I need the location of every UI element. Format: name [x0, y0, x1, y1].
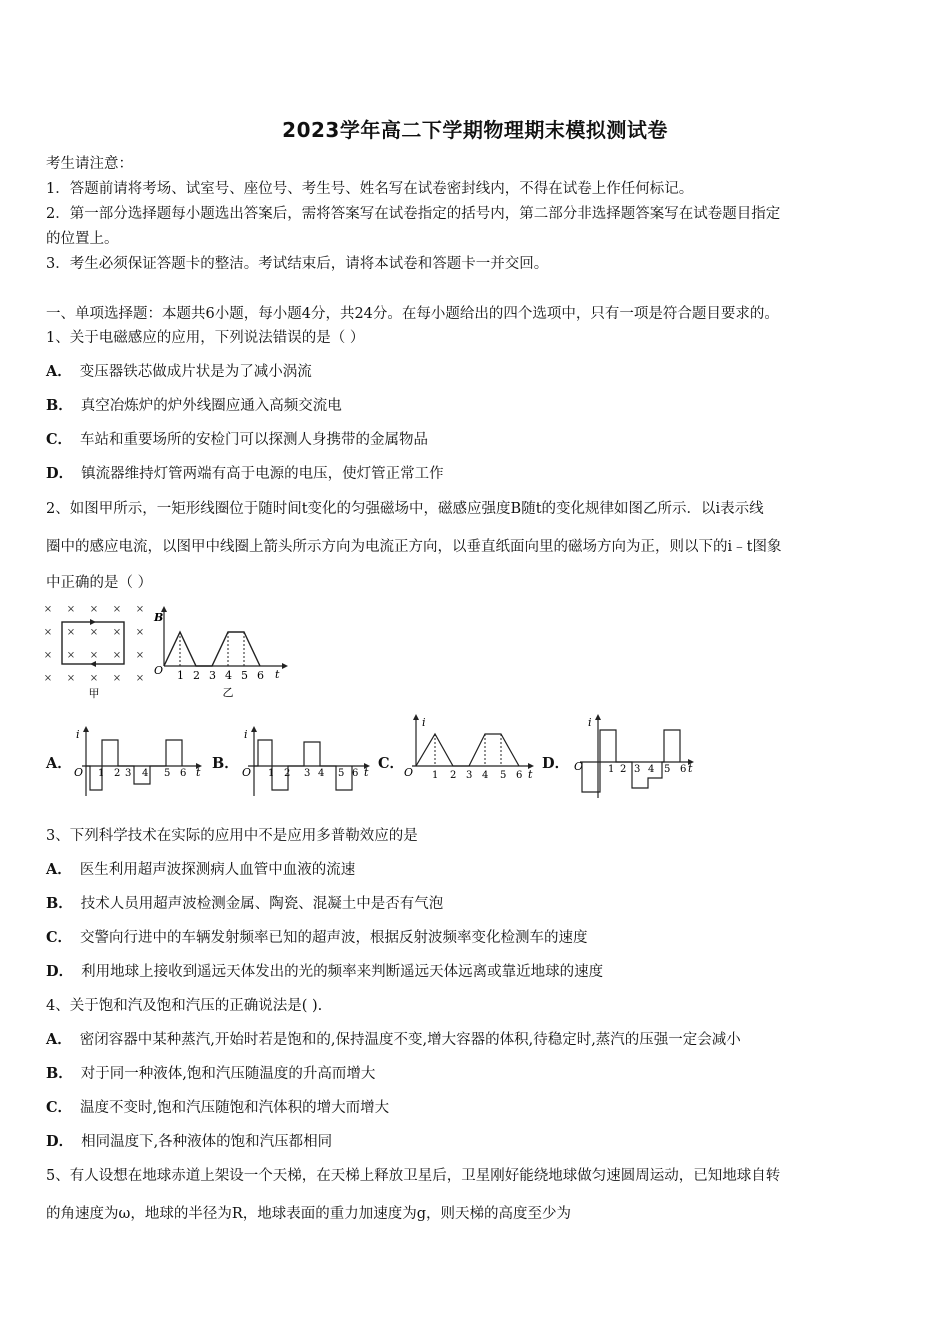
question-3-stem: 3、下列科学技术在实际的应用中不是应用多普勒效应的是 [46, 828, 418, 844]
question-4-option-c [46, 1096, 389, 1117]
tick-5: 5 [664, 764, 671, 775]
question-1-stem: 1、关于电磁感应的应用，下列说法错误的是（ ） [46, 330, 365, 346]
tick-6: 6 [516, 770, 523, 781]
question-3-option-a [46, 858, 355, 879]
svg-text:×: × [112, 627, 122, 638]
option-text: 密闭容器中某种蒸汽,开始时若是饱和的,保持温度不变,增大容器的体积,待稳定时,蒸汽的压强一定会减小 [79, 1032, 741, 1048]
svg-text:×: × [89, 673, 99, 684]
option-letter: A． [46, 363, 72, 380]
question-2-option-c-letter: C． [378, 755, 405, 772]
question-2-option-b-letter: B． [212, 755, 239, 772]
notice-item-3: 3．考生必须保证答题卡的整洁。考试结束后，请将本试卷和答题卡一并交回。 [46, 256, 549, 272]
x-tick-label: 2 [193, 669, 200, 682]
svg-text:×: × [135, 650, 145, 661]
option-text: 车站和重要场所的安检门可以探测人身携带的金属物品 [80, 432, 429, 448]
question-4-option-b [46, 1062, 375, 1083]
option-text: 相同温度下,各种液体的饱和汽压都相同 [81, 1134, 333, 1150]
tick-5: 5 [500, 770, 507, 781]
option-letter: D． [46, 963, 74, 980]
figure-b-t-chart [150, 604, 290, 700]
tick-1: 1 [608, 764, 615, 775]
question-5-stem-line-1: 5、有人设想在地球赤道上架设一个天梯，在天梯上释放卫星后，卫星刚好能绕地球做匀速圆周运动，已知地球自转 [46, 1168, 781, 1184]
question-1-option-b [46, 394, 342, 415]
tick-1: 1 [432, 770, 439, 781]
svg-text:×: × [66, 650, 76, 661]
tick-2: 2 [450, 770, 457, 781]
notice-heading: 考生请注意： [46, 156, 133, 172]
tick-4: 4 [142, 768, 149, 779]
question-1-option-d [46, 462, 444, 483]
tick-2: 2 [114, 768, 121, 779]
svg-text:×: × [43, 673, 53, 684]
tick-2: 2 [284, 768, 291, 779]
question-2-option-d-letter: D． [542, 755, 570, 772]
tick-5: 5 [164, 768, 171, 779]
question-4-option-d [46, 1130, 332, 1151]
x-tick-label: 4 [225, 669, 232, 682]
figure-option-b [234, 724, 374, 800]
axis-label-i: i [76, 728, 80, 741]
option-text: 利用地球上接收到遥远天体发出的光的频率来判断遥远天体远离或靠近地球的速度 [81, 964, 604, 980]
x-tick-label: 3 [209, 669, 216, 682]
option-letter: A． [46, 861, 72, 878]
tick-3: 3 [634, 764, 641, 775]
tick-6: 6 [680, 764, 687, 775]
svg-text:×: × [135, 627, 145, 638]
question-5-stem-line-2: 的角速度为ω，地球的半径为R，地球表面的重力加速度为g，则天梯的高度至少为 [46, 1206, 572, 1222]
option-text: 变压器铁芯做成片状是为了减小涡流 [79, 364, 312, 380]
question-4-option-a [46, 1028, 741, 1049]
question-3-option-d [46, 960, 603, 981]
option-letter: D． [46, 1133, 74, 1150]
question-3-option-b [46, 892, 443, 913]
page-title: 2023学年高二下学期物理期末模拟测试卷 [282, 118, 668, 142]
b-series-line [164, 632, 260, 666]
axis-label-t: t [688, 762, 693, 775]
option-letter: C． [46, 929, 73, 946]
option-text: 交警向行进中的车辆发射频率已知的超声波，根据反射波频率变化检测车的速度 [80, 930, 588, 946]
tick-3: 3 [304, 768, 311, 779]
axis-label-t: t [528, 768, 533, 781]
origin-label: O [404, 766, 414, 779]
x-tick-label: 6 [257, 669, 264, 682]
option-text: 镇流器维持灯管两端有高于电源的电压，使灯管正常工作 [81, 466, 444, 482]
svg-text:×: × [89, 650, 99, 661]
tick-3: 3 [125, 768, 132, 779]
svg-text:×: × [112, 673, 122, 684]
axis-label-t: t [364, 766, 369, 779]
svg-text:×: × [89, 627, 99, 638]
svg-text:×: × [135, 673, 145, 684]
notice-item-2: 2．第一部分选择题每小题选出答案后，需将答案写在试卷指定的括号内，第二部分非选择题答案写在试卷题目指定 [46, 206, 781, 222]
option-text: 技术人员用超声波检测金属、陶瓷、混凝土中是否有气泡 [80, 896, 444, 912]
option-text: 对于同一种液体,饱和汽压随温度的升高而增大 [80, 1066, 376, 1082]
axis-label-b: B [154, 611, 164, 624]
notice-item-2-cont: 的位置上。 [46, 231, 119, 247]
axis-label-i: i [422, 716, 426, 729]
svg-text:×: × [43, 604, 53, 615]
origin-label: O [154, 664, 164, 677]
tick-6: 6 [352, 768, 359, 779]
x-tick-label: 5 [241, 669, 248, 682]
figure-coil-in-field [40, 600, 150, 700]
figure-option-a [68, 724, 206, 800]
question-2-option-a-letter: A． [46, 755, 72, 772]
svg-text:×: × [66, 604, 76, 615]
section-heading: 一、单项选择题：本题共6小题，每小题4分，共24分。在每小题给出的四个选项中，只有一项是符合题目要求的。 [46, 306, 779, 322]
option-letter: C． [46, 431, 73, 448]
axis-label-i: i [244, 728, 248, 741]
svg-text:×: × [89, 604, 99, 615]
svg-text:×: × [43, 650, 53, 661]
question-2-stem-line-3: 中正确的是（ ） [46, 575, 153, 591]
svg-text:×: × [43, 627, 53, 638]
question-2-stem-line-1: 2、如图甲所示，一矩形线圈位于随时间t变化的匀强磁场中，磁感应强度B随t的变化规律如图乙所示．以i表示线 [46, 501, 764, 517]
option-text: 温度不变时,饱和汽压随饱和汽体积的增大而增大 [80, 1100, 390, 1116]
origin-label: O [574, 760, 584, 773]
option-letter: A． [46, 1031, 72, 1048]
option-letter: B． [46, 397, 73, 414]
option-letter: C． [46, 1099, 73, 1116]
figure-option-c [398, 712, 538, 784]
tick-1: 1 [268, 768, 275, 779]
svg-text:×: × [112, 650, 122, 661]
tick-2: 2 [620, 764, 627, 775]
tick-1: 1 [98, 768, 105, 779]
origin-label: O [242, 766, 252, 779]
figure-yi-label: 乙 [222, 686, 234, 699]
tick-3: 3 [466, 770, 473, 781]
axis-label-t: t [275, 668, 280, 681]
tick-4: 4 [482, 770, 489, 781]
axis-label-t: t [196, 766, 201, 779]
svg-text:×: × [66, 627, 76, 638]
question-1-option-a [46, 360, 312, 381]
question-2-stem-line-2: 圈中的感应电流，以图甲中线圈上箭头所示方向为电流正方向，以垂直纸面向里的磁场方向为正，则以下的i﹣t图象 [46, 539, 782, 555]
question-4-stem: 4、关于饱和汽及饱和汽压的正确说法是( ). [46, 998, 323, 1014]
option-text: 真空冶炼炉的炉外线圈应通入高频交流电 [80, 398, 342, 414]
x-tick-label: 1 [177, 669, 184, 682]
svg-text:×: × [135, 604, 145, 615]
axis-label-i: i [588, 716, 592, 729]
option-letter: B． [46, 1065, 73, 1082]
option-letter: B． [46, 895, 73, 912]
option-text: 医生利用超声波探测病人血管中血液的流速 [79, 862, 356, 878]
origin-label: O [74, 766, 84, 779]
question-3-option-c [46, 926, 588, 947]
tick-4: 4 [318, 768, 325, 779]
figure-jia-label: 甲 [88, 687, 100, 700]
svg-text:×: × [66, 673, 76, 684]
tick-6: 6 [180, 768, 187, 779]
notice-item-1: 1．答题前请将考场、试室号、座位号、考生号、姓名写在试卷密封线内，不得在试卷上作任何标记。 [46, 181, 694, 197]
svg-text:×: × [112, 604, 122, 615]
option-letter: D． [46, 465, 74, 482]
tick-4: 4 [648, 764, 655, 775]
question-1-option-c [46, 428, 428, 449]
tick-5: 5 [338, 768, 345, 779]
figure-option-d [568, 712, 698, 800]
